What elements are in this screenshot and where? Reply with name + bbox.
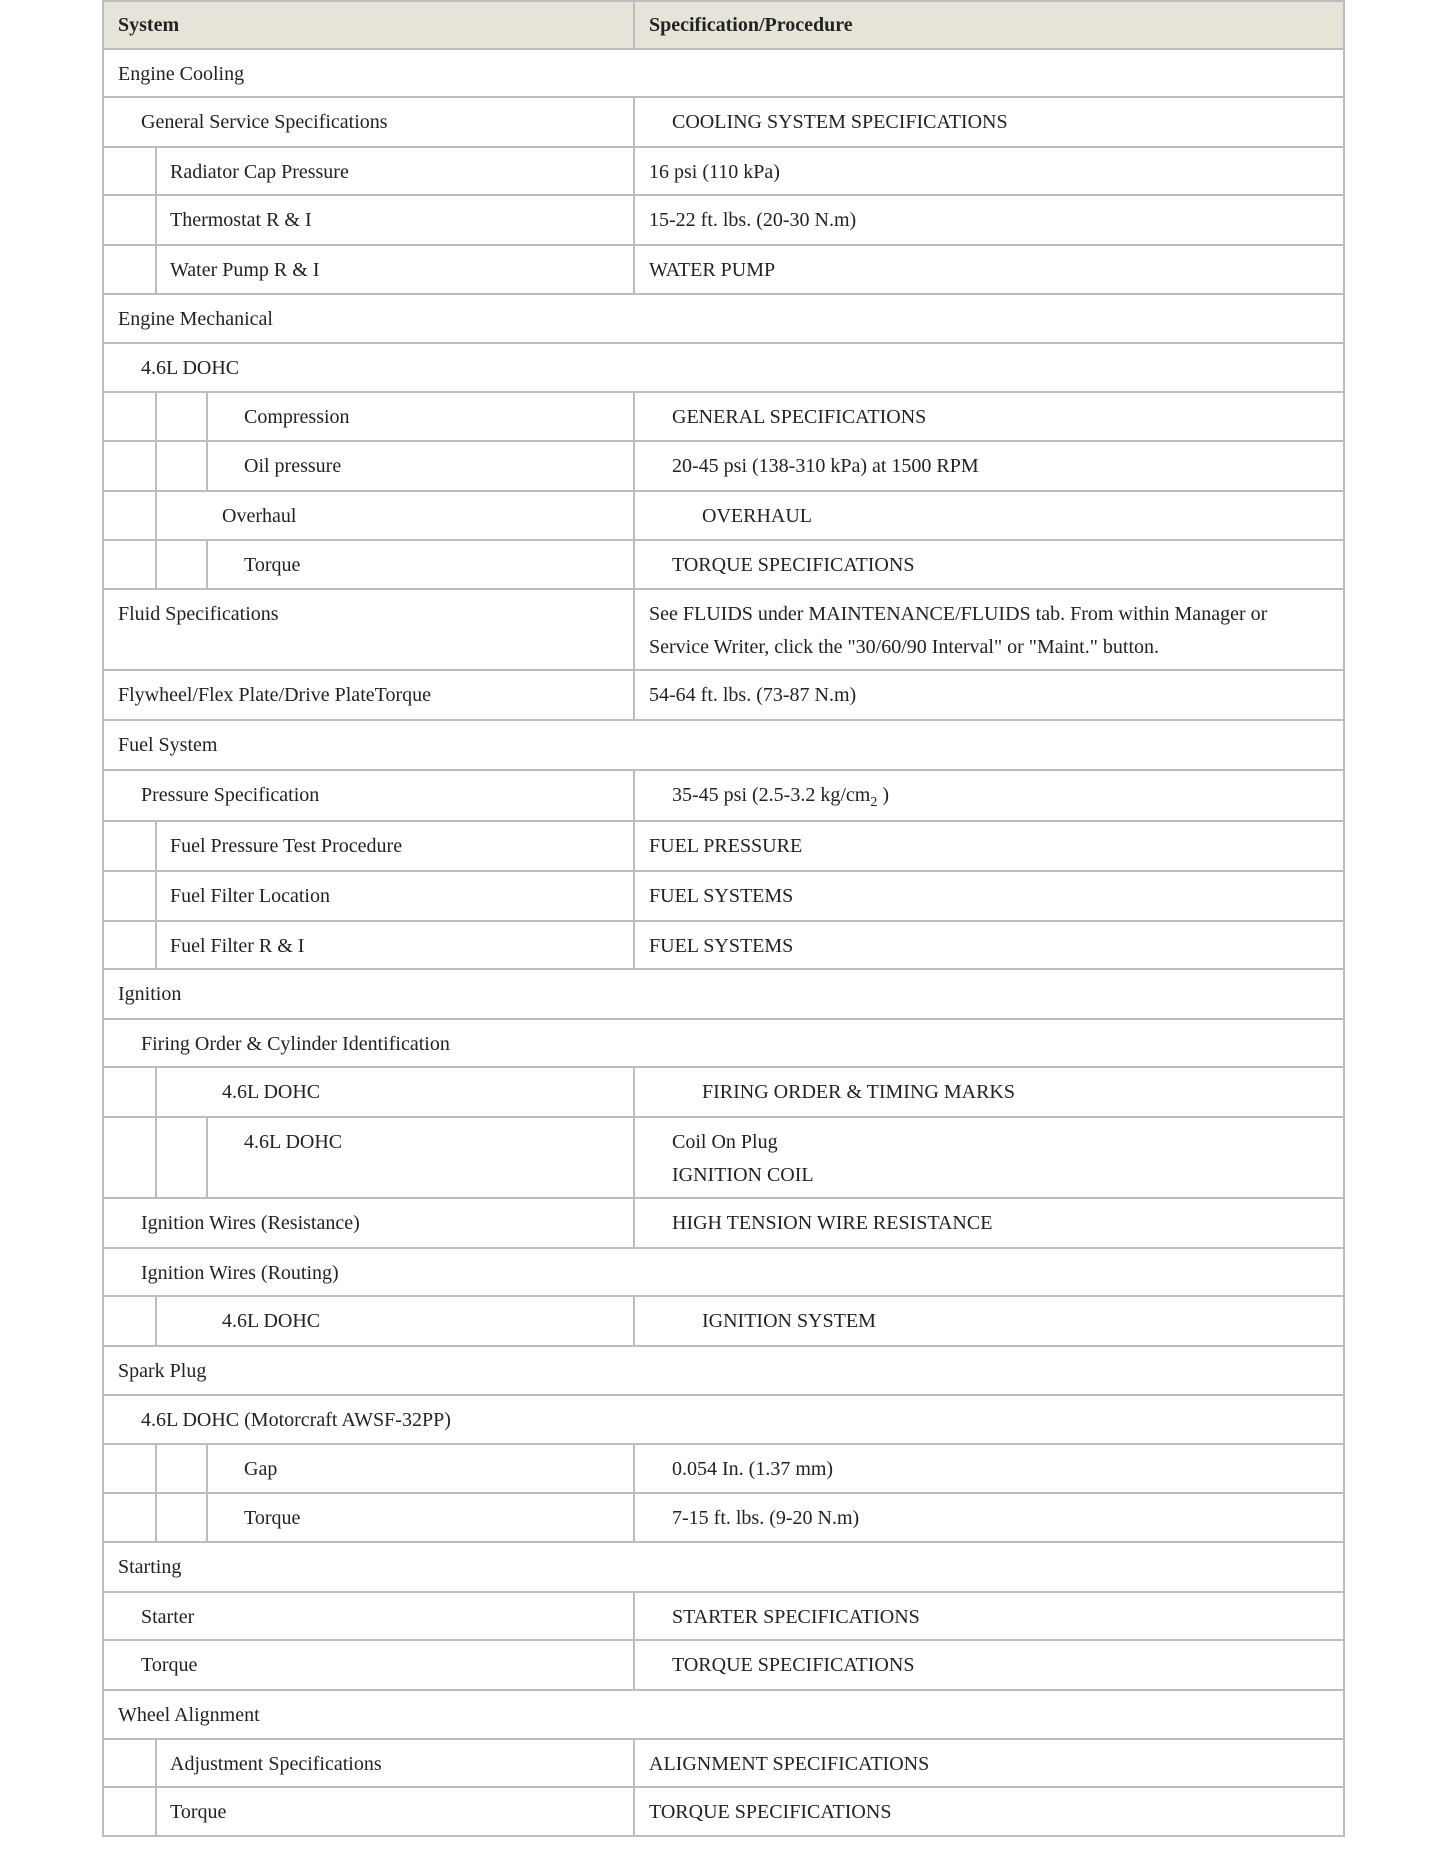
table-row xyxy=(102,1445,1345,1494)
row-spec-value: FIRING ORDER & TIMING MARKS xyxy=(702,1081,1015,1103)
row-system-label: Overhaul xyxy=(222,505,297,527)
row-system-label: Firing Order & Cylinder Identification xyxy=(141,1033,450,1055)
row-spec-value: WATER PUMP xyxy=(649,259,776,281)
row-system-label: Gap xyxy=(244,1458,278,1480)
row-system-label: Starting xyxy=(118,1556,182,1578)
row-spec-value: 0.054 In. (1.37 mm) xyxy=(672,1458,834,1480)
row-system-label: Engine Mechanical xyxy=(118,308,273,330)
table-row xyxy=(102,1691,1345,1740)
table-row xyxy=(102,721,1345,771)
row-system-label: Thermostat R & I xyxy=(170,209,312,231)
row-spec-value: 7-15 ft. lbs. (9-20 N.m) xyxy=(672,1507,860,1529)
table-row xyxy=(102,344,1345,393)
row-spec-value: 35-45 psi (2.5-3.2 $kg/cm_2$ ) xyxy=(672,784,889,810)
row-system-label: 4.6L DOHC xyxy=(141,357,240,379)
table-row xyxy=(102,295,1345,344)
row-spec-value: FUEL PRESSURE xyxy=(649,835,803,857)
row-system-label: Wheel Alignment xyxy=(118,1704,260,1726)
row-system-label: Ignition Wires (Resistance) xyxy=(141,1212,360,1234)
row-system-label: Compression xyxy=(244,406,350,428)
row-system-label: Torque xyxy=(141,1654,198,1676)
row-system-label: Starter xyxy=(141,1606,195,1628)
row-spec-value: TORQUE SPECIFICATIONS xyxy=(672,554,915,576)
table-row xyxy=(102,1543,1345,1593)
row-spec-value: GENERAL SPECIFICATIONS xyxy=(672,406,927,428)
row-system-label: Flywheel/Flex Plate/Drive PlateTorque xyxy=(118,684,431,706)
row-spec-value: TORQUE SPECIFICATIONS xyxy=(649,1801,892,1823)
table-row xyxy=(102,1347,1345,1396)
table-row xyxy=(102,1593,1345,1641)
spec-table xyxy=(102,0,1345,1837)
table-row xyxy=(102,1297,1345,1347)
table-row xyxy=(102,1494,1345,1543)
row-spec-value: 15-22 ft. lbs. (20-30 N.m) xyxy=(649,209,857,231)
table-row xyxy=(102,393,1345,442)
table-header xyxy=(102,0,1345,50)
row-system-label: 4.6L DOHC xyxy=(244,1131,343,1153)
row-system-label: Pressure Specification xyxy=(141,784,320,806)
table-row xyxy=(102,771,1345,822)
row-system-label: Fluid Specifications xyxy=(118,603,279,625)
row-system-label: General Service Specifications xyxy=(141,111,388,133)
row-system-label: Torque xyxy=(170,1801,227,1823)
table-row xyxy=(102,1641,1345,1691)
header-spec xyxy=(649,9,853,48)
row-spec-value: FUEL SYSTEMS xyxy=(649,935,794,957)
row-system-label: Oil pressure xyxy=(244,455,342,477)
row-system-label: Ignition xyxy=(118,983,182,1005)
row-system-label: Adjustment Specifications xyxy=(170,1753,382,1775)
row-spec-value: 16 psi (110 kPa) xyxy=(649,161,780,183)
table-row xyxy=(102,590,1345,671)
row-system-label: Fuel System xyxy=(118,734,218,756)
row-spec-value: HIGH TENSION WIRE RESISTANCE xyxy=(672,1212,993,1234)
table-row xyxy=(102,922,1345,970)
table-body xyxy=(102,50,1345,1837)
row-system-label: Torque xyxy=(244,1507,301,1529)
header-system xyxy=(118,9,179,48)
row-system-label: Fuel Filter Location xyxy=(170,885,330,907)
table-row xyxy=(102,1788,1345,1837)
row-system-label: 4.6L DOHC xyxy=(222,1081,321,1103)
table-row xyxy=(102,246,1345,295)
table-row xyxy=(102,1118,1345,1199)
table-row xyxy=(102,148,1345,196)
table-row xyxy=(102,671,1345,721)
table-row xyxy=(102,822,1345,872)
table-row xyxy=(102,970,1345,1020)
table-row xyxy=(102,541,1345,590)
table-row xyxy=(102,50,1345,98)
row-system-label: Ignition Wires (Routing) xyxy=(141,1262,339,1284)
table-row xyxy=(102,1068,1345,1118)
table-row xyxy=(102,1199,1345,1249)
row-spec-value: 20-45 psi (138-310 kPa) at 1500 RPM xyxy=(672,455,979,477)
row-system-label: Fuel Filter R & I xyxy=(170,935,305,957)
row-spec-value: STARTER SPECIFICATIONS xyxy=(672,1606,920,1628)
row-system-label: Engine Cooling xyxy=(118,63,245,85)
table-row xyxy=(102,442,1345,492)
row-spec-value: See FLUIDS under MAINTENANCE/FLUIDS tab. From within Manager or Service Writer, click the "30/60/90 Interval" or "Maint." button. xyxy=(649,603,1268,658)
row-system-label: 4.6L DOHC (Motorcraft AWSF-32PP) xyxy=(141,1409,451,1431)
row-system-label: Water Pump R & I xyxy=(170,259,320,281)
table-row xyxy=(102,1020,1345,1068)
row-spec-value: COOLING SYSTEM SPECIFICATIONS xyxy=(672,111,1008,133)
table-row xyxy=(102,1740,1345,1788)
row-spec-value: TORQUE SPECIFICATIONS xyxy=(672,1654,915,1676)
row-system-label: Spark Plug xyxy=(118,1360,207,1382)
table-row xyxy=(102,872,1345,922)
row-system-label: Torque xyxy=(244,554,301,576)
row-spec-value: OVERHAUL xyxy=(702,505,812,527)
header-system-label: System xyxy=(118,14,180,36)
table-row xyxy=(102,98,1345,148)
header-spec-label: Specification/Procedure xyxy=(649,14,853,36)
row-spec-value: FUEL SYSTEMS xyxy=(649,885,794,907)
row-spec-value: ALIGNMENT SPECIFICATIONS xyxy=(649,1753,930,1775)
row-spec-value: 54-64 ft. lbs. (73-87 N.m) xyxy=(649,684,857,706)
table-row xyxy=(102,492,1345,541)
row-system-label: Fuel Pressure Test Procedure xyxy=(170,835,403,857)
table-row xyxy=(102,1396,1345,1445)
row-spec-value: IGNITION SYSTEM xyxy=(702,1310,876,1332)
row-spec-value: Coil On Plug IGNITION COIL xyxy=(672,1131,814,1186)
row-system-label: Radiator Cap Pressure xyxy=(170,161,349,183)
row-system-label: 4.6L DOHC xyxy=(222,1310,321,1332)
table-row xyxy=(102,196,1345,246)
table-row xyxy=(102,1249,1345,1297)
